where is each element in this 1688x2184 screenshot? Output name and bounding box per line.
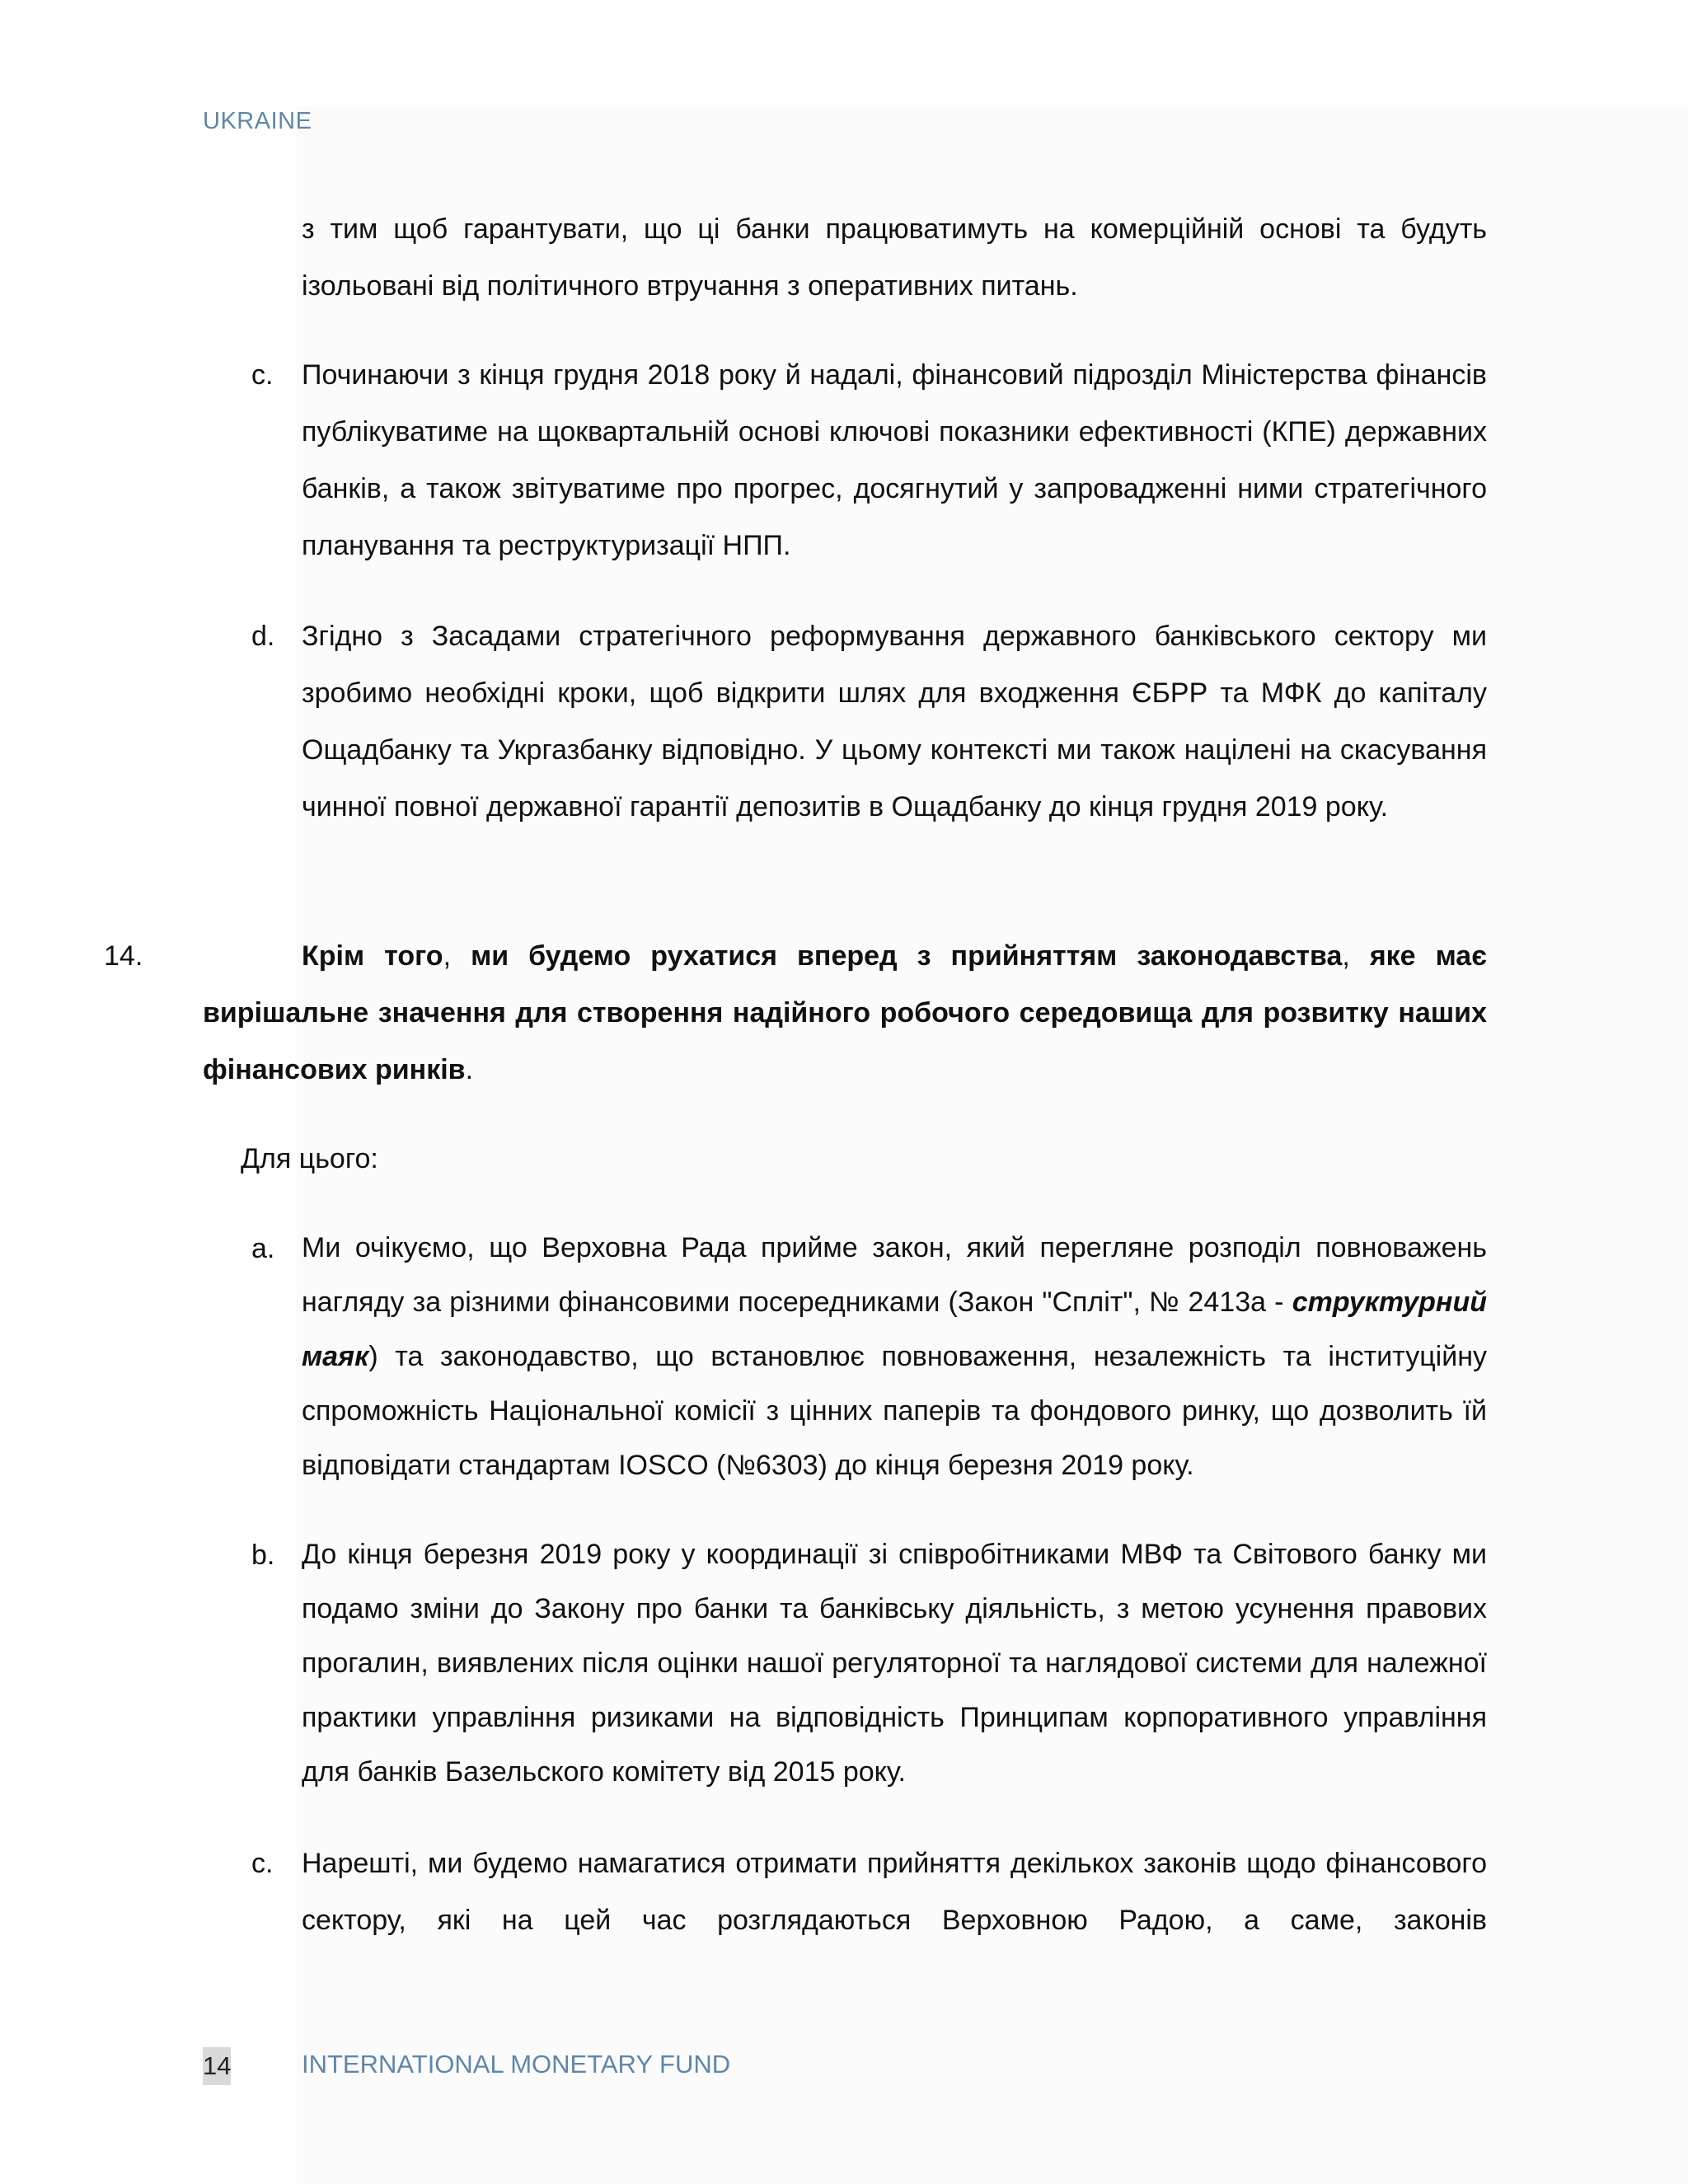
- list-marker-d: d.: [251, 621, 275, 652]
- item-a-text-part-2: ) та законодавство, що встановлює повноваження, незалежність та інституційну спроможність Національної комісії з цінних паперів та фондового ринку, що дозволить їй відповідати стандартам IOSCO (№6303) до кінця березня 2019 року.: [302, 1341, 1487, 1481]
- list-item-a-text: [302, 1221, 1487, 1493]
- list-marker-b: b.: [251, 1540, 275, 1571]
- list-marker-c-2: c.: [251, 1848, 274, 1879]
- separator: ,: [443, 940, 471, 972]
- intro-text: Для цього:: [241, 1143, 378, 1174]
- running-header: UKRAINE: [203, 108, 312, 134]
- list-marker-c: c.: [251, 359, 274, 391]
- separator: ,: [1342, 940, 1370, 972]
- continued-item-text: з тим щоб гарантувати, що ці банки працюватимуть на комерційній основі та будуть ізольовані від політичного втручання з оперативних питань.: [302, 213, 1487, 302]
- structural-benchmark-emphasis: структурний маяк: [302, 1286, 1487, 1372]
- paragraph-number: 14.: [104, 940, 143, 972]
- list-marker-a: a.: [251, 1233, 275, 1264]
- bold-phrase-3: яке має вирішальне значення для створення надійного робочого середовища для розвитку наших фінансових ринків: [203, 940, 1487, 1085]
- period: .: [465, 1054, 474, 1085]
- paragraph-14: [104, 928, 1487, 1099]
- list-item-d-text: Згідно з Засадами стратегічного реформування державного банківського сектору ми зробимо необхідні кроки, щоб відкрити шлях для входження ЄБРР та МФК до капіталу Ощадбанку та Укргазбанку відповідно. У цьому контексті ми також націлені на скасування чинної повної державної гарантії депозитів в Ощадбанку до кінця грудня 2019 року.: [302, 621, 1487, 823]
- bold-phrase-1: Крім того: [302, 940, 443, 972]
- page-number: 14: [203, 2047, 231, 2085]
- list-item-c-text: Починаючи з кінця грудня 2018 року й надалі, фінансовий підрозділ Міністерства фінансів публікуватиме на щоквартальній основі ключові показники ефективності (КПЕ) державних банків, а також звітуватиме про прогрес, досягнутий у запровадженні ними стратегічного планування та реструктуризації НПП.: [302, 359, 1487, 561]
- list-item-c-2-text: Нарешті, ми будемо намагатися отримати прийняття декількох законів щодо фінансового сектору, які на цей час розглядаються Верховною Радою, а саме, законів: [302, 1848, 1487, 1936]
- list-item-b-text: До кінця березня 2019 року у координації зі співробітниками МВФ та Світового банку ми подамо зміни до Закону про банки та банківську діяльність, з метою усунення правових прогалин, виявлених після оцінки нашої регуляторної та наглядової системи для належної практики управління ризиками на відповідність Принципам корпоративного управління для банків Базельского комітету від 2015 року.: [302, 1539, 1487, 1788]
- footer-organization: INTERNATIONAL MONETARY FUND: [302, 2050, 731, 2079]
- item-a-text-part-1: Ми очікуємо, що Верховна Рада прийме закон, який перегляне розподіл повноважень нагляду за різними фінансовими посередниками (Закон "Спліт", № 2413а -: [302, 1232, 1487, 1318]
- bold-phrase-2: ми будемо рухатися вперед з прийняттям законодавства: [471, 940, 1343, 972]
